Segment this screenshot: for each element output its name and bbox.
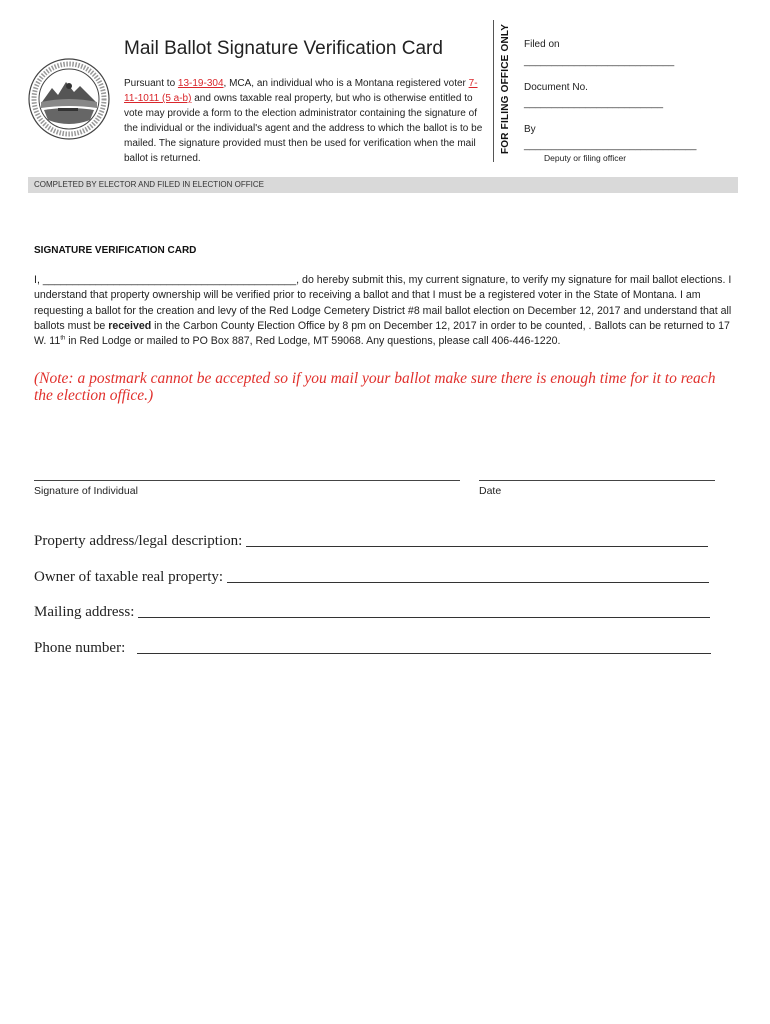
signature-label: Signature of Individual [34, 485, 138, 497]
by-caption: Deputy or filing officer [544, 153, 627, 163]
date-line[interactable] [479, 480, 715, 481]
filed-on-line: ___________________________ [524, 56, 675, 67]
document-no-line: _________________________ [524, 98, 664, 109]
phone-number-input[interactable] [137, 653, 711, 654]
card-heading: SIGNATURE VERIFICATION CARD [34, 245, 197, 256]
form-title: Mail Ballot Signature Verification Card [124, 38, 443, 59]
signature-line[interactable] [34, 480, 460, 481]
by-label: By [524, 124, 536, 135]
property-address-label: Property address/legal description: [34, 533, 243, 549]
date-label: Date [479, 485, 502, 497]
postmark-note: (Note: a postmark cannot be accepted so if you mail your ballot make sure there is enough time for it to reach the election office.) [34, 370, 716, 404]
section-band: COMPLETED BY ELECTOR AND FILED IN ELECTION OFFICE [28, 177, 738, 193]
property-address-field [34, 533, 708, 550]
filed-on-label: Filed on [524, 39, 560, 50]
phone-number-field [34, 640, 711, 657]
montana-state-seal [28, 58, 110, 140]
phone-number-label: Phone number: [34, 640, 126, 656]
by-line: _______________________________ [524, 140, 697, 151]
mailing-address-field [34, 604, 710, 621]
filing-divider [493, 20, 494, 162]
intro-paragraph: Pursuant to 13-19-304, MCA, an individual who is a Montana registered voter 7-11-1011 (5 a-b) and owns taxable real property, but who is otherwise entitled to vote may provide a form to the election administrator containing the signature of the individual or the individual's agent and the address to which the ballot is to be mailed. The signature provided must then be used for verification when the mail ballot is returned. [124, 78, 483, 164]
card-statement: I, ___________________________________________, do hereby submit this, my current signature, to verify my signature for mail ballot elections. I understand that property ownership will be verified prior to receiving a ballot and that I must be a registered voter in the State of Montana. I am requesting a ballot for the creation and levy of the Red Lodge Cemetery District #8 mail ballot election on December 12, 2017 and understand that all ballots must be received in the Carbon County Election Office by 8 pm on December 12, 2017 in order to be counted, . Ballots can be returned to 17 W. 11th in Red Lodge or mailed to PO Box 887, Red Lodge, MT 59068. Any questions, please call 406-446-1220. [34, 274, 732, 348]
filing-office-label: FOR FILING OFFICE ONLY [500, 23, 511, 154]
statute-link-13-19-304[interactable]: 13-19-304 [177, 78, 224, 89]
mailing-address-input[interactable] [138, 617, 710, 618]
owner-input[interactable] [227, 582, 709, 583]
document-no-label: Document No. [524, 82, 588, 93]
owner-field [34, 569, 709, 586]
owner-label: Owner of taxable real property: [34, 569, 224, 585]
property-address-input[interactable] [246, 546, 708, 547]
mailing-address-label: Mailing address: [34, 604, 135, 620]
statute-link-7-11-1011[interactable]: 7-11-1011 (5 a-b) [124, 78, 478, 104]
